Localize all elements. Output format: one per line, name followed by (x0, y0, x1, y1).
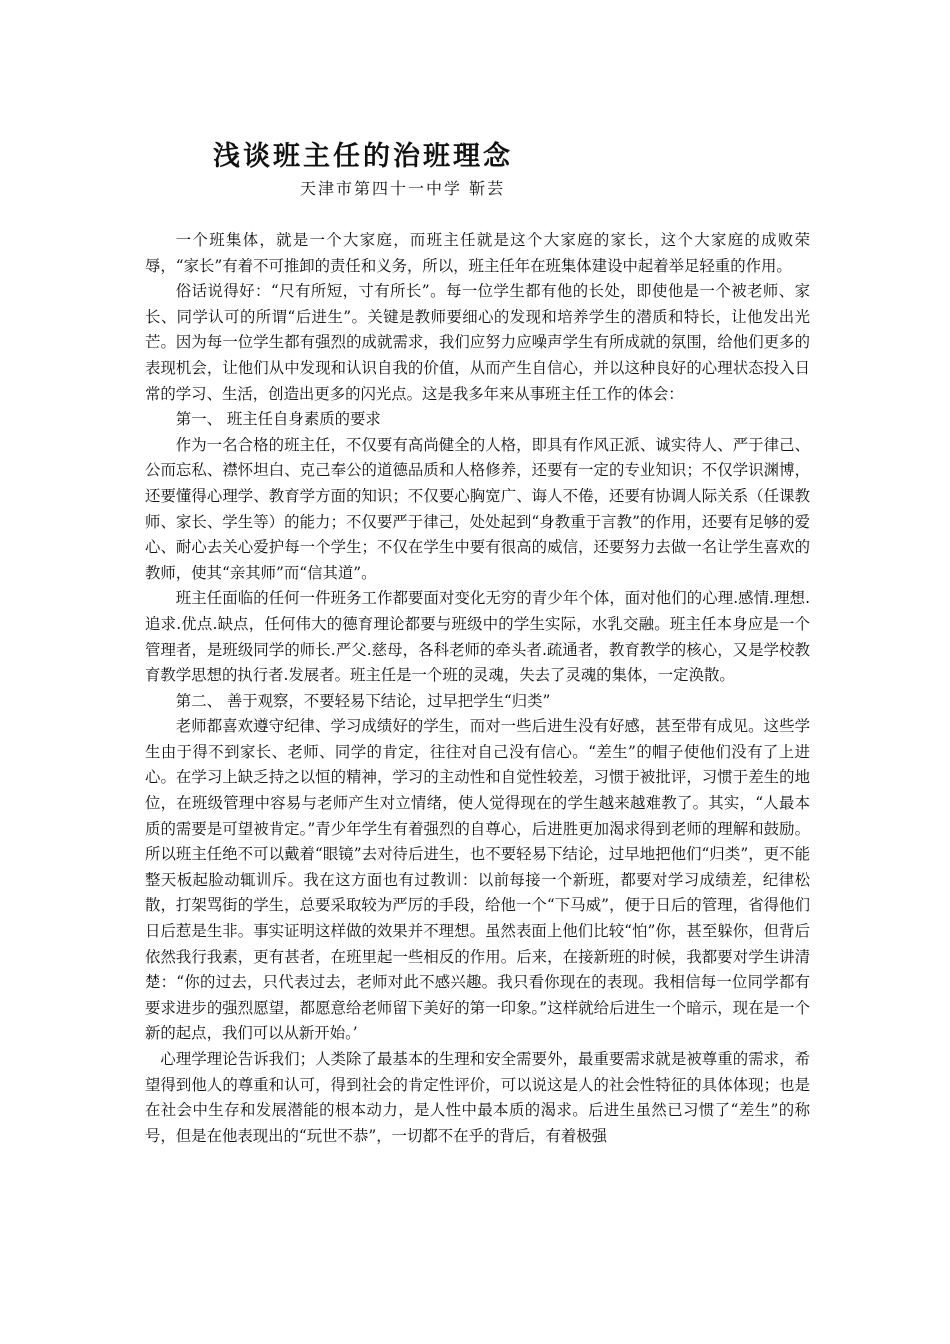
paragraph: 作为一名合格的班主任，不仅要有高尚健全的人格，即具有作风正派、诚实待人、严于律己、公而忘私、襟怀坦白、克己奉公的道德品质和人格修养，还要有一定的专业知识；不仅学识渊博，还要懂得心理学、教育学方面的知识；不仅要心胸宽广、诲人不倦，还要有协调人际关系（任课教师、家长、学生等）的能力；不仅要严于律己，处处起到“身教重于言教”的作用，还要有足够的爱心、耐心去关心爱护每一个学生；不仅在学生中要有很高的威信，还要努力去做一名让学生喜欢的教师，使其“亲其师”而“信其道”。 (145, 435, 810, 582)
paragraph: 老师都喜欢遵守纪律、学习成绩好的学生，而对一些后进生没有好感，甚至带有成见。这些学生由于得不到家长、老师、同学的肯定，往往对自己没有信心。“差生”的帽子使他们没有了上进心。在学习上缺乏持之以恒的精神，学习的主动性和自觉性较差，习惯于被批评，习惯于差生的地位，在班级管理中容易与老师产生对立情绪，使人觉得现在的学生越来越难教了。其实，“人最本质的需要是可望被肯定。”青少年学生有着强烈的自尊心，后进胜更加渴求得到老师的理解和鼓励。所以班主任绝不可以戴着“眼镜”去对待后进生，也不要轻易下结论，过早地把他们“归类”，更不能整天板起脸动辄训斥。我在这方面也有过教训：以前每接一个新班，都要对学习成绩差，纪律松散，打架骂街的学生，总要采取较为严厉的手段，给他一个“下马威”，便于日后的管理，省得他们日后惹是生非。事实证明这样做的效果并不理想。虽然表面上他们比较“怕”你，甚至躲你，但背后依然我行我素，更有甚者，在班里起一些相反的作用。后来，在接新班的时候，我都要对学生讲清楚：“你的过去，只代表过去，老师对此不感兴趣。我只看你现在的表现。我相信每一位同学都有要求进步的强烈愿望，都愿意给老师留下美好的第一印象。”这样就给后进生一个暗示，现在是一个新的起点，我们可以从新开始。’ (145, 717, 810, 1043)
section-heading: 第二、 善于观察，不要轻易下结论，过早把学生“归类” (175, 691, 551, 710)
paragraph: 俗话说得好：“尺有所短，寸有所长”。每一位学生都有他的长处，即使他是一个被老师、家长、同学认可的所谓“后进生”。关键是教师要细心的发现和培养学生的潜质和特长，让他发出光芒。因为每一位学生都有强烈的成就需求，我们应努力应噪声学生有所成就的氛围，给他们更多的表现机会，让他们从中发现和认识自我的价值，从而产生自信心，并以这种良好的心理状态投入日常的学习、生活，创造出更多的闪光点。这是我多年来从事班主任工作的体会： (145, 282, 810, 403)
paragraph: 班主任面临的任何一件班务工作都要面对变化无穷的青少年个体，面对他们的心理.感情.理想.追求.优点.缺点，任何伟大的德育理论都要与班级中的学生实际，水乳交融。班主任本身应是一个管理者，是班级同学的师长.严父.慈母，各科老师的牵头者.疏通者，教育教学的核心，又是学校教育教学思想的执行者.发展者。班主任是一个班的灵魂，失去了灵魂的集体，一定涣散。 (145, 589, 810, 685)
author-line: 天津市第四十一中学 靳芸 (300, 179, 506, 198)
section-heading: 第一、 班主任自身素质的要求 (175, 410, 381, 429)
paragraph: 一个班集体，就是一个大家庭，而班主任就是这个大家庭的家长，这个大家庭的成败荣辱，“家长”有着不可推卸的责任和义务，所以，班主任年在班集体建设中起着举足轻重的作用。 (145, 231, 810, 275)
article-body (145, 228, 810, 1149)
page-title: 浅谈班主任的治班理念 (213, 141, 513, 172)
paragraph: 心理学理论告诉我们；人类除了最基本的生理和安全需要外，最重要需求就是被尊重的需求，希望得到他人的尊重和认可，得到社会的肯定性评价，可以说这是人的社会性特征的具体体现；也是在社会中生存和发展潜能的根本动力，是人性中最本质的渴求。后进生虽然已习惯了“差生”的称号，但是在他表现出的“玩世不恭”，一切都不在乎的背后，有着极强 (145, 1050, 810, 1145)
